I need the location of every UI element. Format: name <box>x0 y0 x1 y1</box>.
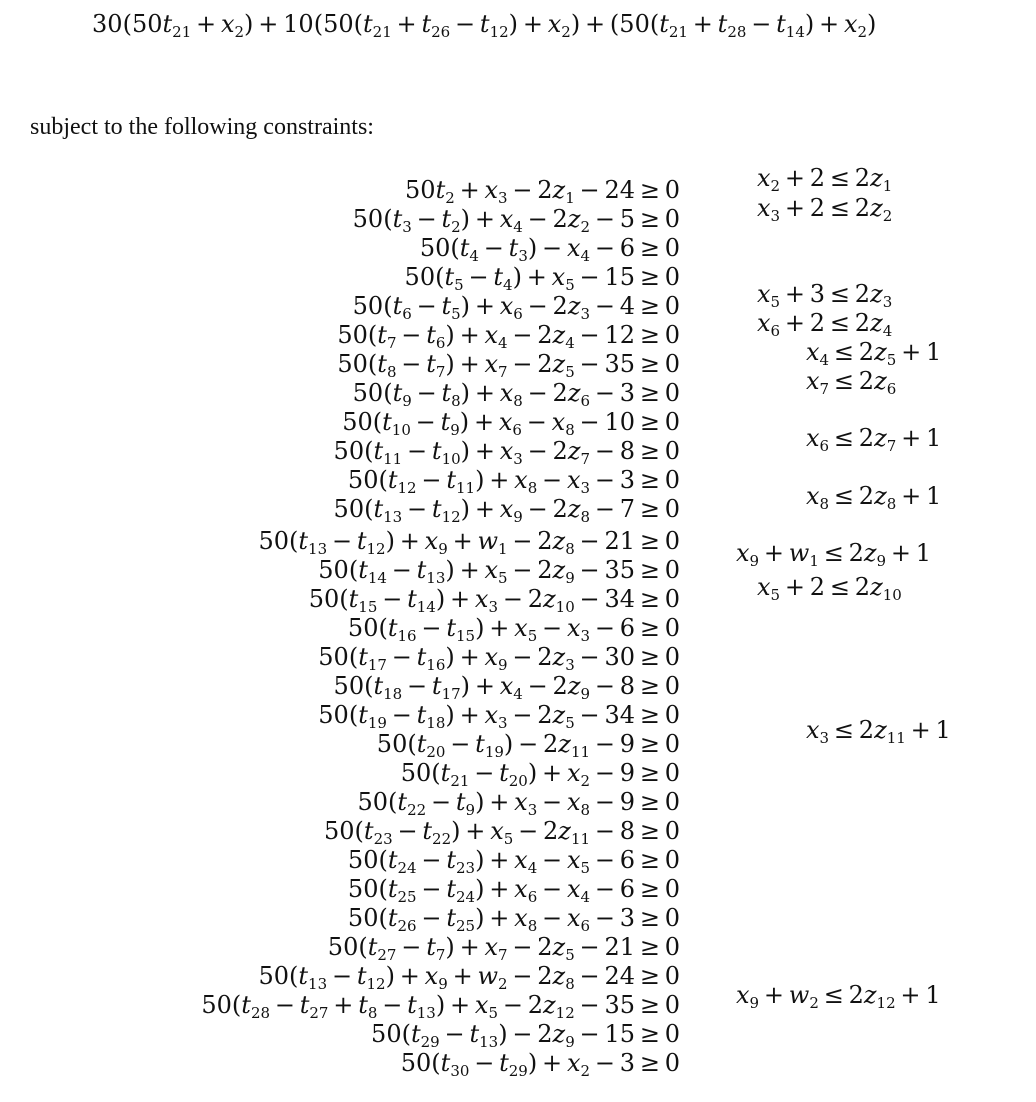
constraint-row: $50(t_{23} - t_{22}) + x_5 - 2z_{11} - 8 \ge 0$ <box>323 817 680 848</box>
constraint-row: $50(t_{11} - t_{10}) + x_3 - 2z_7 - 8 \ge 0$ <box>333 437 680 468</box>
constraint-row: $50(t_{15} - t_{14}) + x_3 - 2z_{10} - 34 \ge 0$ <box>308 585 680 616</box>
side-constraint: $x_9 + w_2 \le 2z_{12} + 1$ <box>736 981 941 1012</box>
side-constraint: $x_7 \le 2z_6$ <box>806 367 897 398</box>
constraint-row: $50(t_{12} - t_{11}) + x_8 - x_3 - 3 \ge 0$ <box>347 466 680 497</box>
side-constraint: $x_3 \le 2z_{11} + 1$ <box>806 716 951 747</box>
constraint-row: $50(t_{16} - t_{15}) + x_5 - x_3 - 6 \ge 0$ <box>347 614 680 645</box>
constraint-row: $50(t_3 - t_2) + x_4 - 2z_2 - 5 \ge 0$ <box>352 205 680 236</box>
constraint-row: $50(t_9 - t_8) + x_8 - 2z_6 - 3 \ge 0$ <box>352 379 680 410</box>
constraint-row: $50(t_{25} - t_{24}) + x_6 - x_4 - 6 \ge 0$ <box>347 875 680 906</box>
constraint-row: $50(t_5 - t_4) + x_5 - 15 \ge 0$ <box>404 263 680 294</box>
side-constraint: $x_8 \le 2z_8 + 1$ <box>806 482 942 513</box>
constraint-row: $50t_2 + x_3 - 2z_1 - 24 \ge 0$ <box>405 176 680 207</box>
subject-to-text: subject to the following constraints: <box>30 114 374 140</box>
constraint-row: $50(t_{13} - t_{12}) + x_9 - 2z_8 - 7 \ge 0$ <box>333 495 680 526</box>
objective-function: $30(50t_{21} + x_2) + 10(50(t_{21} + t_{26} - t_{12}) + x_2) + (50(t_{21} + t_{28} - t_{14}) + x_2)$ <box>92 10 877 41</box>
side-constraint: $x_2 + 2 \le 2z_1$ <box>757 164 893 195</box>
constraint-row: $50(t_{13} - t_{12}) + x_9 + w_1 - 2z_8 - 21 \ge 0$ <box>258 527 680 558</box>
constraint-row: $50(t_{14} - t_{13}) + x_5 - 2z_9 - 35 \ge 0$ <box>318 556 680 587</box>
constraint-row: $50(t_{29} - t_{13}) - 2z_9 - 15 \ge 0$ <box>371 1020 680 1051</box>
constraint-row: $50(t_7 - t_6) + x_4 - 2z_4 - 12 \ge 0$ <box>337 321 680 352</box>
side-constraint: $x_5 + 2 \le 2z_{10}$ <box>757 573 902 604</box>
constraint-row: $50(t_{24} - t_{23}) + x_4 - x_5 - 6 \ge 0$ <box>347 846 680 877</box>
side-constraint: $x_9 + w_1 \le 2z_9 + 1$ <box>736 539 932 570</box>
constraint-row: $50(t_{22} - t_9) + x_3 - x_8 - 9 \ge 0$ <box>357 788 680 819</box>
side-constraint: $x_5 + 3 \le 2z_3$ <box>757 280 893 311</box>
side-constraint: $x_6 + 2 \le 2z_4$ <box>757 309 893 340</box>
constraint-row: $50(t_{17} - t_{16}) + x_9 - 2z_3 - 30 \ge 0$ <box>318 643 680 674</box>
constraint-row: $50(t_{21} - t_{20}) + x_2 - 9 \ge 0$ <box>400 759 680 790</box>
side-constraint: $x_3 + 2 \le 2z_2$ <box>757 194 893 225</box>
constraint-row: $50(t_{27} - t_7) + x_7 - 2z_5 - 21 \ge 0$ <box>327 933 680 964</box>
constraint-row: $50(t_6 - t_5) + x_6 - 2z_3 - 4 \ge 0$ <box>352 292 680 323</box>
constraint-row: $50(t_{26} - t_{25}) + x_8 - x_6 - 3 \ge 0$ <box>347 904 680 935</box>
side-constraint: $x_6 \le 2z_7 + 1$ <box>806 424 942 455</box>
constraint-row: $50(t_{13} - t_{12}) + x_9 + w_2 - 2z_8 - 24 \ge 0$ <box>258 962 680 993</box>
constraint-row: $50(t_{10} - t_9) + x_6 - x_8 - 10 \ge 0$ <box>342 408 680 439</box>
constraint-row: $50(t_{30} - t_{29}) + x_2 - 3 \ge 0$ <box>400 1049 680 1080</box>
constraint-row: $50(t_{20} - t_{19}) - 2z_{11} - 9 \ge 0$ <box>376 730 680 761</box>
constraint-row: $50(t_4 - t_3) - x_4 - 6 \ge 0$ <box>419 234 680 265</box>
constraint-row: $50(t_8 - t_7) + x_7 - 2z_5 - 35 \ge 0$ <box>337 350 680 381</box>
constraint-row: $50(t_{19} - t_{18}) + x_3 - 2z_5 - 34 \ge 0$ <box>318 701 680 732</box>
constraint-row: $50(t_{28} - t_{27} + t_8 - t_{13}) + x_5 - 2z_{12} - 35 \ge 0$ <box>201 991 680 1022</box>
side-constraint: $x_4 \le 2z_5 + 1$ <box>806 338 942 369</box>
constraint-row: $50(t_{18} - t_{17}) + x_4 - 2z_9 - 8 \ge 0$ <box>333 672 680 703</box>
